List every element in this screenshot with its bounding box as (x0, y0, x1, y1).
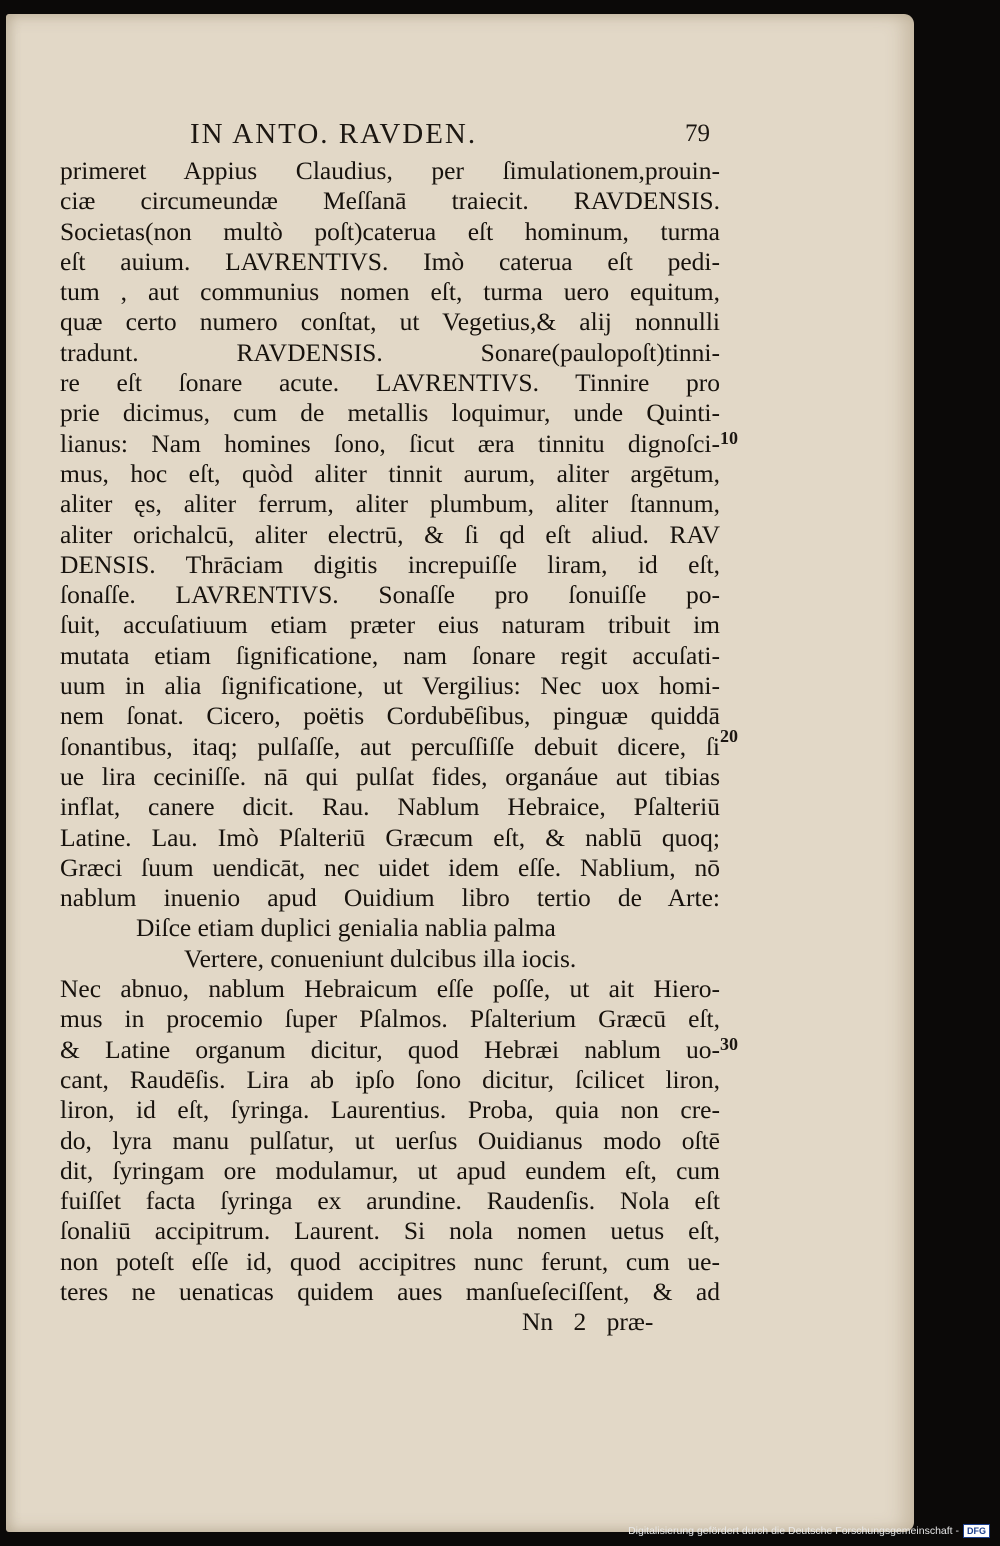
text-line: fuiſſet facta ſyringa ex arundine. Raudenſis. Nola eſt (60, 1186, 720, 1216)
text-line: prie dicimus, cum de metallis loquimur, unde Quinti- (60, 398, 720, 428)
text-line: Latine. Lau. Imò Pſalteriū Græcum eſt, & nablū quoq; (60, 822, 720, 852)
text-line: Societas(non multò poſt)caterua eſt hominum, turma (60, 216, 720, 246)
page-header (190, 118, 710, 158)
text-line: tum , aut communius nomen eſt, turma uero equitum, (60, 277, 720, 307)
text-line: inflat, canere dicit. Rau. Nablum Hebraice, Pſalteriū (60, 792, 720, 822)
text-line: lianus: Nam homines ſono, ſicut æra tinnitu dignoſci- (60, 428, 720, 458)
text-line: ſonantibus, itaq; pulſaſſe, aut percuſſiſſe debuit dicere, ſi (60, 731, 720, 761)
verse-line: Diſce etiam duplici genialia nablia palma (136, 913, 556, 943)
text-line: nem ſonat. Cicero, poëtis Cordubēſibus, pinguæ quiddā (60, 701, 720, 731)
text-line: quæ certo numero conſtat, ut Vegetius,& alij nonnulli (60, 307, 720, 337)
text-line: re eſt ſonare acute. LAVRENTIVS. Tinnire pro (60, 368, 720, 398)
text-line: ſonaliū accipitrum. Laurent. Si nola nomen uetus eſt, (60, 1216, 720, 1246)
text-line: dit, ſyringam ore modulamur, ut apud eundem eſt, cum (60, 1155, 720, 1185)
text-line: & Latine organum dicitur, quod Hebræi nablum uo- (60, 1034, 720, 1064)
line-number-marker: 30 (720, 1034, 738, 1054)
text-line: aliter ęs, aliter ferrum, aliter plumbum, aliter ſtannum, (60, 489, 720, 519)
text-line: mus, hoc eſt, quòd aliter tinnit aurum, aliter argētum, (60, 458, 720, 488)
text-line: nablum inuenio apud Ouidium libro tertio de Arte: (60, 883, 720, 913)
dfg-logo: DFG (963, 1524, 990, 1538)
text-line: Græci ſuum uendicāt, nec uidet idem eſſe. Nablium, nō (60, 852, 720, 882)
text-line: cant, Raudēſis. Lira ab ipſo ſono dicitur, ſcilicet liron, (60, 1064, 720, 1094)
text-line: mutata etiam ſignificatione, nam ſonare regit accuſati- (60, 640, 720, 670)
text-line: mus in procemio ſuper Pſalmos. Pſalterium Græcū eſt, (60, 1004, 720, 1034)
digitization-credit (628, 1524, 990, 1538)
line-number-marker: 20 (720, 726, 738, 746)
running-head: IN ANTO. RAVDEN. (190, 118, 478, 150)
verse-line: Vertere, conueniunt dulcibus illa iocis. (184, 943, 577, 973)
text-line: teres ne uenaticas quidem aues manſueſeciſſent, & ad (60, 1276, 720, 1306)
page-number: 79 (685, 120, 710, 147)
main-text (60, 156, 720, 1338)
credit-text: Digitalisierung gefördert durch die Deutsche Forschungsgemeinschaft - (628, 1525, 959, 1537)
text-line: liron, id eſt, ſyringa. Laurentius. Proba, quia non cre- (60, 1095, 720, 1125)
text-line: DENSIS. Thrāciam digitis increpuiſſe liram, id eſt, (60, 549, 720, 579)
text-line: ſuit, accuſatiuum etiam præter eius naturam tribuit im (60, 610, 720, 640)
text-line: Nec abnuo, nablum Hebraicum eſſe poſſe, ut ait Hiero- (60, 974, 720, 1004)
text-line: eſt auium. LAVRENTIVS. Imò caterua eſt pedi- (60, 246, 720, 276)
text-line: primeret Appius Claudius, per ſimulationem,prouin- (60, 156, 720, 185)
text-line: uum in alia ſignificatione, ut Vergilius: Nec uox homi- (60, 671, 720, 701)
text-line: aliter orichalcū, aliter electrū, & ſi qd eſt aliud. RAV (60, 519, 720, 549)
text-line: ſonaſſe. LAVRENTIVS. Sonaſſe pro ſonuiſſe po- (60, 580, 720, 610)
line-number-marker: 10 (720, 428, 738, 448)
signature-line: Nn 2 præ- (522, 1307, 654, 1337)
text-line: do, lyra manu pulſatur, ut uerſus Ouidianus modo oſtē (60, 1125, 720, 1155)
text-line: ciæ circumeundæ Meſſanā traiecit. RAVDENSIS. (60, 186, 720, 216)
text-line: tradunt. RAVDENSIS. Sonare(paulopoſt)tinni- (60, 337, 720, 367)
text-line: ue lira ceciniſſe. nā qui pulſat fides, organáue aut tibias (60, 761, 720, 791)
text-line: non poteſt eſſe id, quod accipitres nunc ferunt, cum ue- (60, 1246, 720, 1276)
